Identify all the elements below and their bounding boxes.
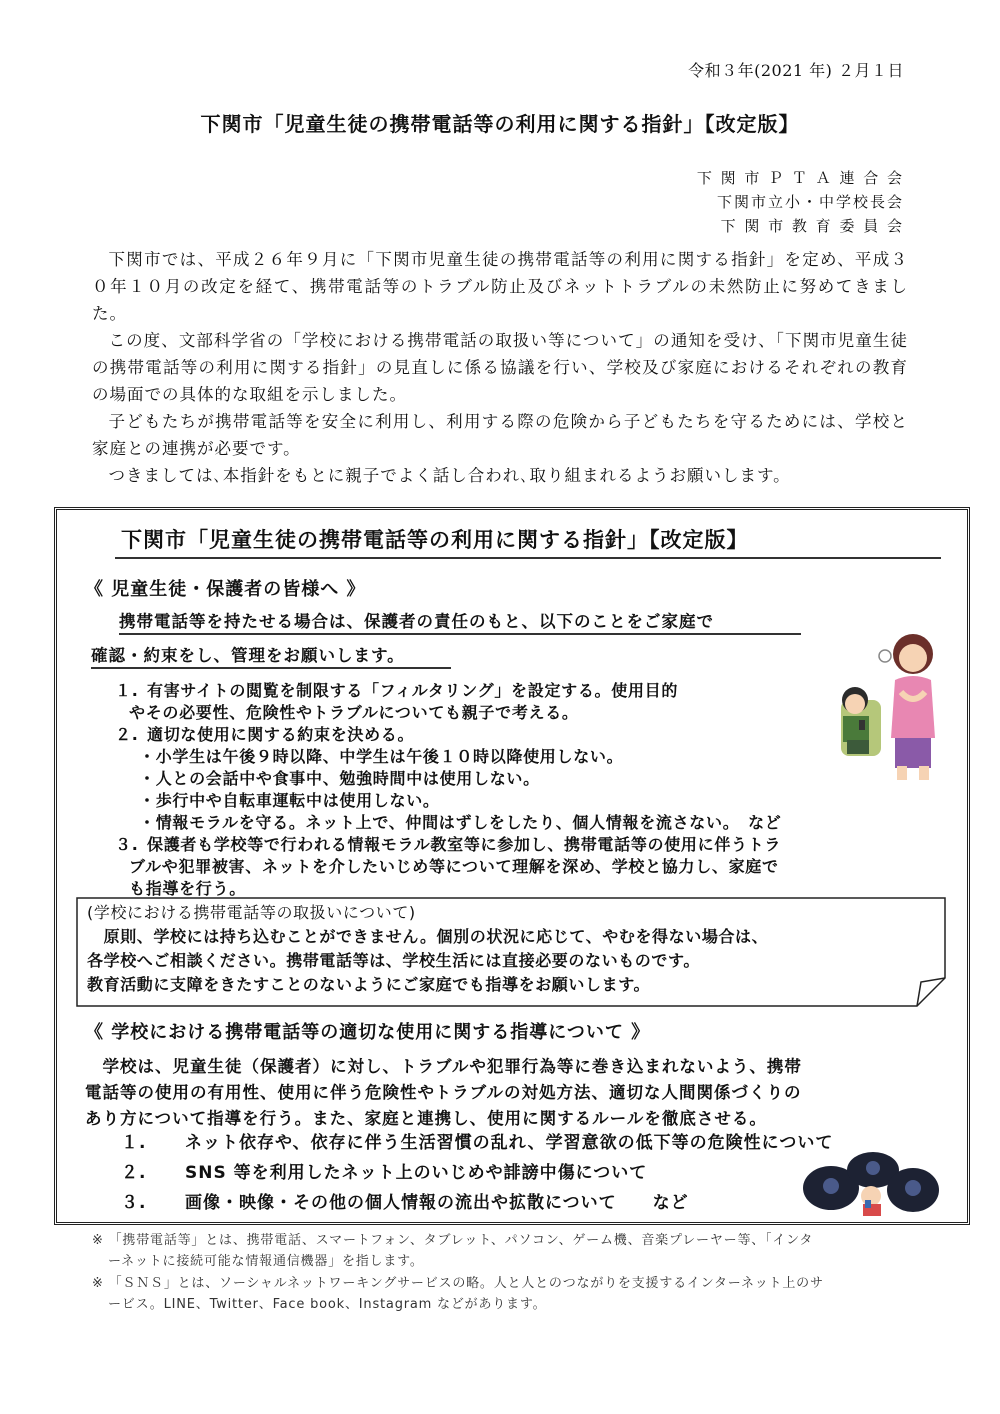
- notice-line: 各学校へご相談ください。携帯電話等は、学校生活には直接必要のないものです。: [87, 951, 700, 970]
- section-heading-students-parents: 《 児童生徒・保護者の皆様へ 》: [85, 579, 366, 600]
- list-item: [139, 790, 440, 812]
- list-item: [115, 680, 678, 702]
- item-text: 保護者も学校等で行われる情報モラル教室等に参加し、携帯電話等の使用に伴うトラ: [147, 835, 782, 854]
- intro-paragraph: つきましては､本指針をもとに親子でよく話し合われ､取り組まれるようお願いします。: [108, 466, 791, 485]
- item-text: やその必要性、危険性やトラブルについても親子で考える。: [129, 703, 579, 722]
- guidance-item: [121, 1158, 647, 1183]
- page-title: 下関市「児童生徒の携帯電話等の利用に関する指針」【改定版】: [200, 112, 800, 136]
- school-text-line: 電話等の使用の有用性、使用に伴う危険性やトラブルの対処方法、適切な人間関係づくりの: [85, 1083, 802, 1102]
- item-number: １.: [115, 681, 139, 700]
- box-title: 下関市「児童生徒の携帯電話等の利用に関する指針」【改定版】: [121, 528, 749, 552]
- item-number: １.: [121, 1133, 147, 1153]
- document-date: 令和３年(2021 年) ２月１日: [688, 61, 904, 80]
- item-number: ３.: [115, 835, 139, 854]
- notice-line: 原則、学校には持ち込むことができません。個別の状況に応じて、やむを得ない場合は、: [87, 927, 769, 946]
- footnote: ービス。LINE、Twitter、Face book、Instagram などがあります。: [108, 1297, 547, 1312]
- cyberbullying-illustration: [801, 1150, 941, 1216]
- issuing-organizations: [697, 166, 904, 238]
- list-item: [129, 856, 779, 878]
- item-number: ２.: [115, 725, 139, 744]
- guideline-box: [54, 507, 970, 1225]
- item-text: ネット依存や、依存に伴う生活習慣の乱れ、学習意欲の低下等の危険性について: [185, 1133, 834, 1153]
- intro-paragraph: この度、文部科学省の「学校における携帯電話の取扱い等について」の通知を受け、「下関市児童生徒の携帯電話等の利用に関する指針」の見直しに係る協議を行い、学校及び家庭におけるそれぞれの教育の場面での具体的な取組を示しました。: [92, 331, 908, 404]
- section-heading-school-guidance: 《 学校における携帯電話等の適切な使用に関する指導について 》: [85, 1022, 651, 1043]
- item-number: ３.: [121, 1193, 147, 1213]
- intro-paragraph: 子どもたちが携帯電話等を安全に利用し、利用する際の危険から子どもたちを守るためには、学校と家庭との連携が必要です。: [92, 412, 908, 458]
- school-text-line: 学校は、児童生徒（保護者）に対し、トラブルや犯罪行為等に巻き込まれないよう、携帯: [85, 1057, 802, 1076]
- item-text: SNS 等を利用したネット上のいじめや誹謗中傷について: [185, 1163, 648, 1183]
- school-text-line: あり方について指導を行う。また、家庭と連携し、使用に関するルールを徹底させる。: [85, 1109, 767, 1128]
- intro-paragraph: 下関市では、平成２６年９月に「下関市児童生徒の携帯電話等の利用に関する指針」を定め、平成３０年１０月の改定を経て、携帯電話等のトラブル防止及びネットトラブルの未然防止に努めてきました。: [92, 250, 908, 323]
- item-text: ・情報モラルを守る。ネット上で、仲間はずしをしたり、個人情報を流さない。 など: [139, 813, 782, 832]
- list-item: [115, 834, 781, 856]
- lead-text: 確認・約束をし、管理をお願いします。: [91, 642, 451, 669]
- item-text: 画像・映像・その他の個人情報の流出や拡散について など: [185, 1193, 689, 1213]
- org-line: 下 関 市 Ｐ Ｔ Ａ 連 合 会: [696, 169, 904, 187]
- list-item: [115, 724, 414, 746]
- list-item: [139, 812, 782, 834]
- list-item: [129, 702, 579, 724]
- item-text: 有害サイトの閲覧を制限する「フィルタリング」を設定する。使用目的: [147, 681, 679, 700]
- list-item: [139, 768, 540, 790]
- footnote: ※ 「携帯電話等」とは、携帯電話、スマートフォン、タブレット、パソコン、ゲーム機、音楽プレーヤー等、「インタ: [92, 1233, 814, 1248]
- notice-line: 教育活動に支障をきたすことのないようにご家庭でも指導をお願いします。: [87, 975, 651, 994]
- school-policy-notice: [75, 896, 949, 1008]
- item-text: ブルや犯罪被害、ネットを介したいじめ等について理解を深め、学校と協力し、家庭で: [129, 857, 779, 876]
- item-number: ２.: [121, 1163, 147, 1183]
- list-item: [139, 746, 623, 768]
- item-text: ・人との会話中や食事中、勉強時間中は使用しない。: [139, 769, 540, 788]
- item-text: ・小学生は午後９時以降、中学生は午後１０時以降使用しない。: [139, 747, 624, 766]
- guidance-item: [121, 1188, 689, 1213]
- item-text: も指導を行う。: [129, 879, 246, 898]
- intro-text: [92, 246, 908, 489]
- footnote: ーネットに接続可能な情報通信機器」を指します。: [108, 1254, 424, 1269]
- lead-text: 携帯電話等を持たせる場合は、保護者の責任のもと、以下のことをご家庭で: [119, 608, 801, 635]
- guidance-item: [121, 1128, 833, 1153]
- family-phone-illustration: [833, 620, 953, 790]
- org-line: 下 関 市 教 育 委 員 会: [720, 217, 904, 235]
- title-underline: [115, 557, 941, 559]
- item-text: ・歩行中や自転車運転中は使用しない。: [139, 791, 440, 810]
- footnote: ※ 「ＳＮＳ」とは、ソーシャルネットワーキングサービスの略。人と人とのつながりを支援するインターネット上のサ: [92, 1276, 824, 1291]
- org-line: 下関市立小・中学校長会: [716, 193, 904, 211]
- notice-heading: (学校における携帯電話等の取扱いについて): [87, 903, 416, 922]
- item-text: 適切な使用に関する約束を決める。: [147, 725, 415, 744]
